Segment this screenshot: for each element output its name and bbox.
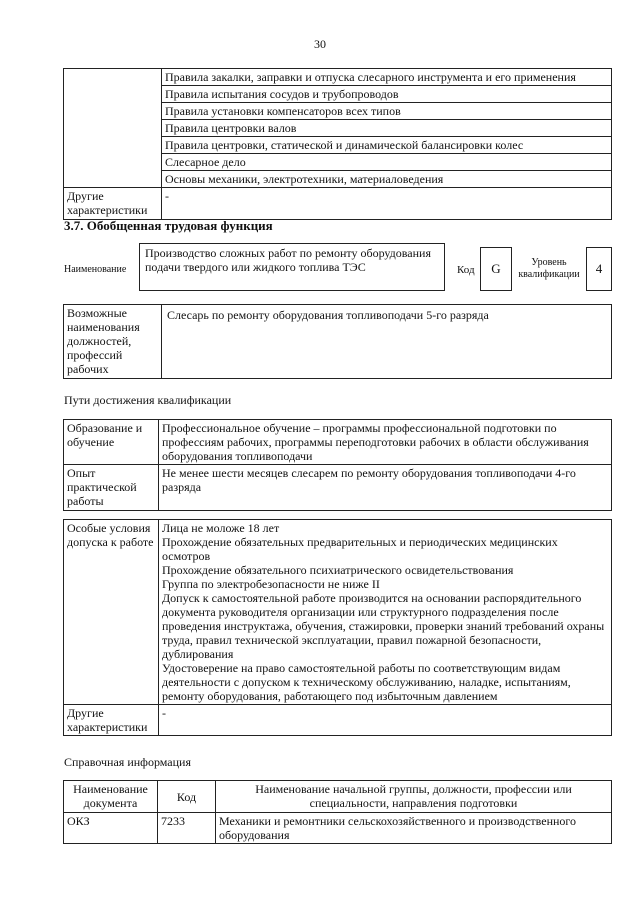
knowledge-row: Правила испытания сосудов и трубопроводов: [162, 86, 612, 103]
page-number: 30: [314, 37, 326, 51]
reference-cell-document: ОКЗ: [64, 813, 158, 844]
paths-table: [63, 419, 612, 511]
education-value: Профессиональное обучение – программы профессиональной подготовки по профессиям рабочих, программы переподготовки рабочих в области обслуживания оборудования топливоподачи: [159, 420, 612, 465]
code-box: [480, 247, 512, 291]
knowledge-row: Правила центровки, статической и динамической балансировки колес: [162, 137, 612, 154]
reference-header-code: Код: [158, 781, 216, 813]
education-label: Образование и обучение: [64, 420, 159, 465]
function-name-label: Наименование: [64, 264, 127, 275]
knowledge-row: Правила установки компенсаторов всех типов: [162, 103, 612, 120]
table-row: [64, 813, 612, 844]
reference-title: Справочная информация: [64, 755, 191, 769]
admission-item: Лица не моложе 18 лет: [162, 521, 280, 535]
level-label: Уровень квалификации: [518, 257, 580, 280]
admission-item: Прохождение обязательного психиатрического освидетельствования: [162, 563, 514, 577]
admission-other-value: -: [159, 705, 612, 736]
section-title: 3.7. Обобщенная трудовая функция: [64, 218, 273, 233]
knowledge-row: Основы механики, электротехники, материаловедения: [162, 171, 612, 188]
positions-table: [63, 304, 612, 379]
admission-table: [63, 519, 612, 736]
function-name-box: [139, 243, 445, 291]
reference-header-name: Наименование начальной группы, должности, профессии или специальности, направления подготовки: [216, 781, 612, 813]
paths-title: Пути достижения квалификации: [64, 393, 232, 407]
reference-table: [63, 780, 612, 844]
other-characteristics-value: -: [162, 188, 612, 220]
level-box: [586, 247, 612, 291]
function-name-value: Производство сложных работ по ремонту оборудования подачи твердого или жидкого топлива ТЭС: [145, 246, 431, 274]
admission-item: Группа по электробезопасности не ниже II: [162, 577, 380, 591]
admission-other-label: Другие характеристики: [64, 705, 159, 736]
admission-items: [159, 520, 612, 705]
knowledge-row: Правила закалки, заправки и отпуска слесарного инструмента и его применения: [162, 69, 612, 86]
admission-item: Прохождение обязательных предварительных и периодических медицинских осмотров: [162, 535, 558, 563]
knowledge-row: Правила центровки валов: [162, 120, 612, 137]
level-value: 4: [595, 261, 603, 276]
reference-cell-code: 7233: [158, 813, 216, 844]
code-value: G: [491, 261, 501, 276]
other-characteristics-label: Другие характеристики: [64, 188, 162, 220]
experience-value: Не менее шести месяцев слесарем по ремонту оборудования топливоподачи 4-го разряда: [159, 465, 612, 511]
admission-label: Особые условия допуска к работе: [64, 520, 159, 705]
reference-cell-name: Механики и ремонтники сельскохозяйственного и производственного оборудования: [216, 813, 612, 844]
positions-value: Слесарь по ремонту оборудования топливоподачи 5-го разряда: [162, 305, 612, 379]
code-label: Код: [457, 264, 475, 276]
reference-header-document: Наименование документа: [64, 781, 158, 813]
admission-item: Удостоверение на право самостоятельной работы по соответствующим видам деятельности с допуском к техническому обслуживанию, наладке, испытаниям, ремонту оборудования, работающего под избыточным давлением: [162, 661, 571, 703]
admission-item: Допуск к самостоятельной работе производится на основании распорядительного документа руководителя организации или структурного подразделения после проведения инструктажа, обучения, стажировки, проверки знаний требований охраны труда, правил технической эксплуатации, правил пожарной безопасности, дублирования: [162, 591, 605, 661]
positions-label: Возможные наименования должностей, профессий рабочих: [64, 305, 162, 379]
experience-label: Опыт практической работы: [64, 465, 159, 511]
knowledge-row: Слесарное дело: [162, 154, 612, 171]
knowledge-table: [63, 68, 612, 220]
